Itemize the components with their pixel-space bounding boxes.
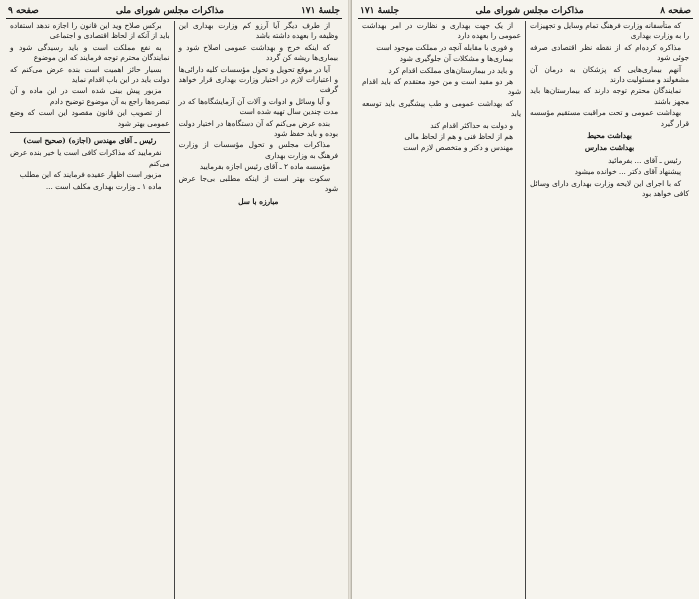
paragraph: بهداشت عمومی و تحت مراقبت مستقیم مؤسسه قرار گیرد — [530, 108, 689, 128]
section-heading: بهداشت مدارس — [584, 143, 635, 153]
paragraph: و دولت به حداکثر اقدام کند — [430, 120, 513, 130]
paragraph: و فوری با مقابله آنچه در مملکت موجود است — [376, 42, 513, 52]
paragraph: مزبور پیش بینی شده است در این ماده و آن تبصره‌ها راجع به آن موضوع توضیح دادم — [10, 86, 170, 106]
right-page-columns — [358, 21, 693, 599]
paragraph: سکوت بهتر است از اینکه مطلبی بی‌جا عرض شود — [178, 173, 338, 194]
paragraph: مزبور است اظهار عقیده فرمایند که این مطلب — [19, 170, 162, 180]
paragraph: نفرمایید که مذاکرات کافی است یا خیر بنده عرض می‌کنم — [10, 148, 170, 168]
paragraph: بنده عرض می‌کنم که آن دستگاه‌ها در اختیار دولت بوده و باید حفظ شود — [178, 118, 338, 139]
right-page-number: صفحه ۸ — [660, 6, 691, 16]
paragraph: و باید در بیمارستان‌های مملکت اقدام کرد — [388, 65, 513, 75]
section-heading: مبارزه با سل — [238, 196, 279, 206]
paragraph: که بهداشت عمومی و طب پیشگیری باید توسعه یابد — [362, 98, 521, 119]
paragraph: که با اجرای این لایحه وزارت بهداری دارای وسائل کافی خواهد بود — [530, 178, 689, 199]
paragraph: که متأسفانه وزارت فرهنگ تمام وسایل و تجهیزات را به وزارت بهداری — [530, 21, 689, 41]
paragraph: مؤسسه ماده ۲ ـ آقای رئیس اجازه بفرمایید — [199, 162, 330, 172]
paragraph: از طرف دیگر آیا آرزو کم وزارت بهداری این وظیفه را بعهده داشته باشد — [178, 21, 338, 41]
paragraph: نمایندگان محترم توجه دارند که بیمارستان‌ها باید مجهز باشند — [530, 86, 689, 106]
paragraph: رئیس ـ آقای ... بفرمائید — [608, 155, 681, 165]
left-column-1 — [175, 21, 343, 599]
paragraph: مذاکرات مجلس و تحول مؤسسات از وزارت فرهنگ به وزارت بهداری — [178, 140, 338, 160]
paragraph: از یک جهت بهداری و نظارت در امر بهداشت عمومی را بعهده دارد — [362, 21, 521, 41]
paragraph: آیا در موقع تحویل و تحول مؤسسات کلیه دارائی‌ها و اعتبارات لازم در اختیار وزارت بهداری قرار خواهد گرفت — [178, 64, 338, 95]
paragraph: برکس صلاح وید این قانون را اجازه ندهد استفاده باید از آنکه از لحاظ اقتصادی و اجتماعی — [10, 21, 170, 41]
paragraph: از تصویب این قانون مقصود این است که وضع عمومی بهتر شود — [10, 108, 170, 128]
left-page-columns — [6, 21, 342, 599]
left-page-session: جلسهٔ ۱۷۱ — [300, 6, 340, 16]
right-page-title: مذاکرات مجلس شورای ملی — [475, 6, 584, 16]
paragraph: ماده ۱ ـ وزارت بهداری مکلف است ... — [45, 181, 162, 191]
right-page — [351, 0, 699, 599]
paragraph: هم از لحاظ فنی و هم از لحاظ مالی — [404, 132, 513, 142]
right-column-1 — [526, 21, 693, 599]
left-column-2 — [6, 21, 175, 599]
paragraph: مذاکره کرده‌ام که از نقطه نظر اقتصادی صرفه جوئی شود — [530, 42, 689, 63]
left-page — [0, 0, 348, 599]
right-page-session: جلسهٔ ۱۷۱ — [360, 6, 400, 16]
section-heading: رئیس ـ آقای مهندس (اجازه) (صحیح است) — [23, 136, 157, 146]
paragraph: آنهم بیماری‌هایی که پزشکان به درمان آن مشغولند و مسئولیت دارند — [530, 64, 689, 85]
left-page-header — [6, 4, 342, 19]
paragraph: بسیار حائز اهمیت است بنده عرض می‌کنم که دولت باید در این باب اقدام نماید — [10, 64, 170, 85]
right-column-2 — [358, 21, 526, 599]
paragraph: بیماری‌ها و مشکلات آن جلوگیری شود — [399, 54, 513, 64]
left-page-title: مذاکرات مجلس شورای ملی — [115, 6, 224, 16]
right-page-header — [358, 4, 693, 19]
paragraph: و آیا وسائل و ادوات و آلات آن آزمایشگاه‌ها که در مدت چندین سال تهیه شده است — [178, 96, 338, 117]
divider — [10, 132, 170, 133]
section-heading: بهداشت محیط — [587, 131, 632, 141]
paragraph: مهندس و دکتر و متخصص لازم است — [403, 143, 513, 153]
paragraph: به نفع مملکت است و باید رسیدگی شود و نمایندگان محترم توجه فرمایند که این موضوع — [10, 42, 170, 63]
paragraph: که اینکه خرج و بهداشت عمومی اصلاح شود و بیماری‌ها ریشه کن گردد — [178, 42, 338, 63]
left-page-number: صفحه ۹ — [8, 6, 39, 16]
paragraph: پیشنهاد آقای دکتر ... خوانده میشود — [574, 167, 681, 177]
paragraph: هر دو مفید است و من خود معتقدم که باید اقدام شود — [362, 77, 521, 97]
